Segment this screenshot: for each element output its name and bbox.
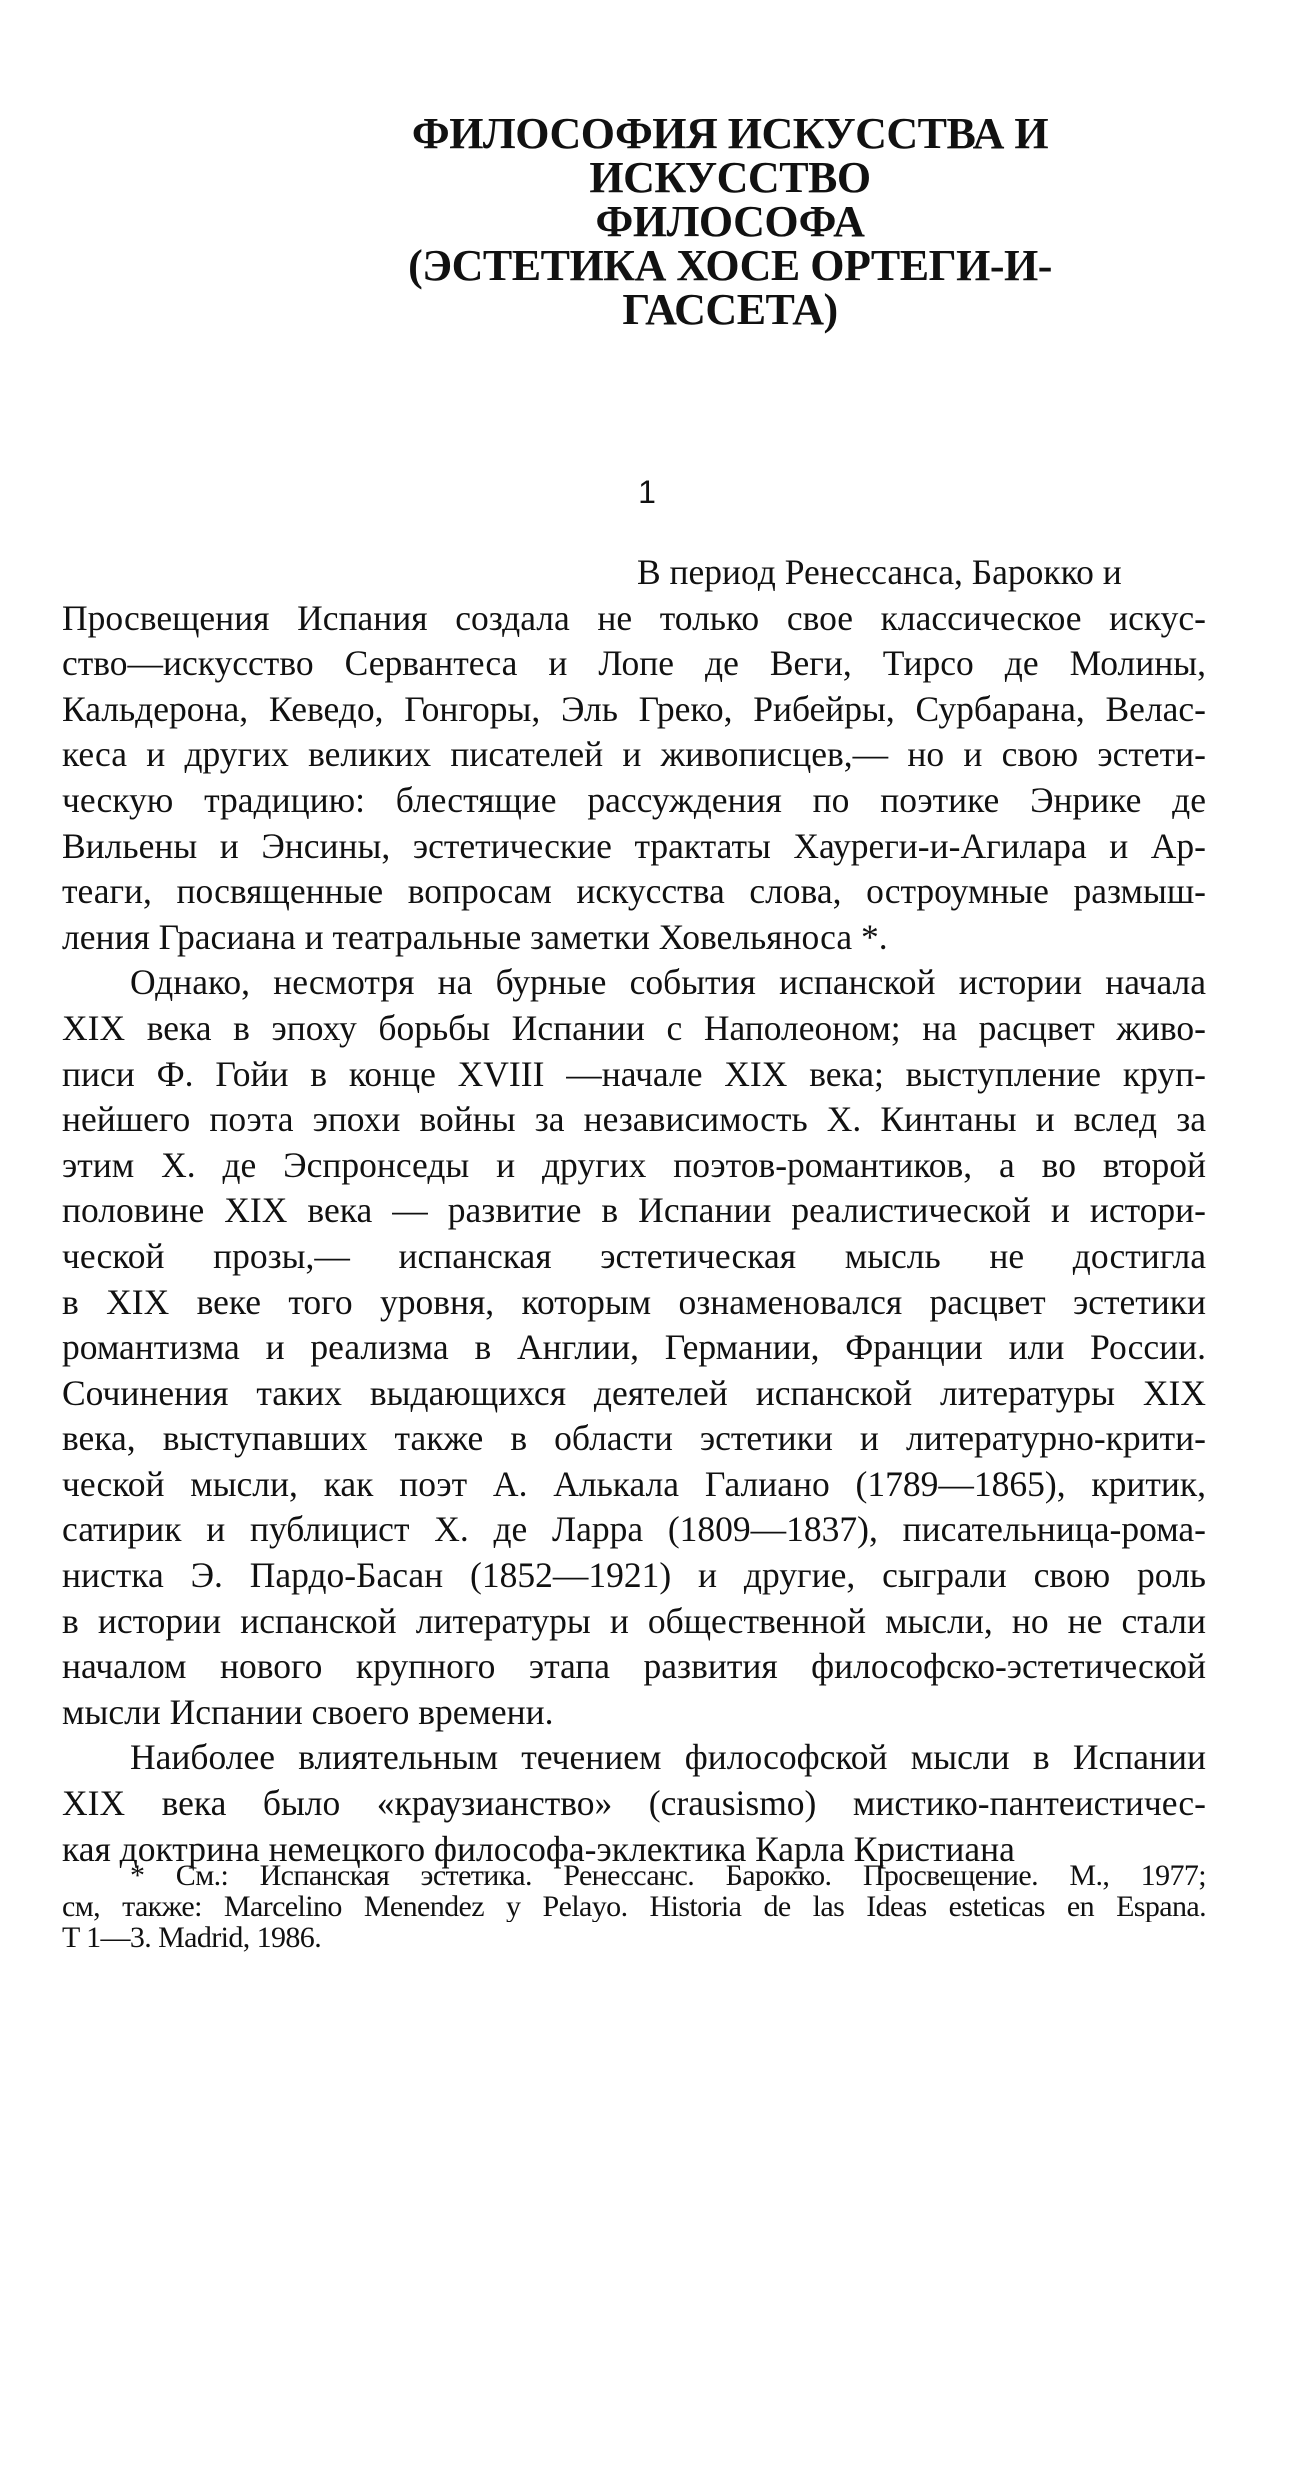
paragraph-line: Сочинения таких выдающихся деятелей испанской литературы XIX	[62, 1372, 1206, 1413]
paragraph-line: Вильены и Энсины, эстетические трактаты Хауреги-и-Агилара и Ар-	[62, 825, 1206, 866]
paragraph-line: Просвещения Испания создала не только свое классическое искус-	[62, 597, 1206, 638]
paragraph-line: XIX века в эпоху борьбы Испании с Наполеоном; на расцвет живо-	[62, 1007, 1206, 1048]
chapter-title-line: ФИЛОСОФИЯ ИСКУССТВА И	[411, 109, 1049, 158]
chapter-title-line: ИСКУССТВО	[589, 153, 871, 202]
footnote-line: T 1—3. Madrid, 1986.	[62, 1922, 322, 1953]
paragraph-line: в XIX веке того уровня, которым ознаменовался расцвет эстетики	[62, 1281, 1206, 1322]
paragraph-line: ческой прозы,— испанская эстетическая мысль не достигла	[62, 1235, 1206, 1276]
paragraph-line: Кальдерона, Кеведо, Гонгоры, Эль Греко, Рибейры, Сурбарана, Велас-	[62, 688, 1206, 729]
section-number: 1	[638, 474, 656, 510]
paragraph-line: кеса и других великих писателей и живописцев,— но и свою эстети-	[62, 734, 1206, 775]
paragraph-line: Однако, несмотря на бурные события испанской истории начала	[130, 962, 1206, 1003]
chapter-title-line: (ЭСТЕТИКА ХОСЕ ОРТЕГИ-И-	[408, 241, 1052, 290]
paragraph-line: XIX века было «краузианство» (crausismo) мистико-пантеистичес-	[62, 1783, 1206, 1824]
chapter-title	[330, 109, 1130, 334]
paragraph-line: ческой мысли, как поэт А. Алькала Галиано (1789—1865), критик,	[62, 1463, 1206, 1504]
body-text	[62, 550, 1206, 1872]
paragraph-line: ство—искусство Сервантеса и Лопе де Веги, Тирсо де Молины,	[62, 643, 1206, 684]
paragraph-line: нистка Э. Пардо-Басан (1852—1921) и другие, сыграли свою роль	[62, 1555, 1206, 1596]
paragraph-line: ческую традицию: блестящие рассуждения по поэтике Энрике де	[62, 779, 1206, 820]
footnote	[62, 1860, 1206, 1953]
paragraph-line: этим X. де Эспронседы и других поэтов-романтиков, а во второй	[62, 1144, 1206, 1185]
chapter-title-line: ГАССЕТА)	[622, 285, 838, 334]
paragraph-line: началом нового крупного этапа развития философско-эстетической	[62, 1646, 1206, 1687]
paragraph-line: писи Ф. Гойи в конце XVIII —начале XIX века; выступление круп-	[62, 1053, 1206, 1094]
paragraph-line: века, выступавших также в области эстетики и литературно-крити-	[62, 1418, 1206, 1459]
chapter-title-line: ФИЛОСОФА	[595, 197, 865, 246]
footnote-line: * См.: Испанская эстетика. Ренессанс. Барокко. Просвещение. М., 1977;	[130, 1860, 1206, 1891]
paragraph-line: романтизма и реализма в Англии, Германии, Франции или России.	[62, 1327, 1206, 1368]
paragraph-line: половине XIX века — развитие в Испании реалистической и истори-	[62, 1190, 1206, 1231]
paragraph-line: сатирик и публицист X. де Ларра (1809—1837), писательница-рома-	[62, 1509, 1206, 1550]
footnote-line: см, также: Marcelino Menendez у Pelayo. Historia de las Ideas esteticas en Espana.	[62, 1891, 1206, 1922]
paragraph-line: в истории испанской литературы и общественной мысли, но не стали	[62, 1600, 1206, 1641]
paragraph-line: Наиболее влиятельным течением философской мысли в Испании	[130, 1737, 1206, 1778]
paragraph-line: теаги, посвященные вопросам искусства слова, остроумные размыш-	[62, 871, 1206, 912]
paragraph-line: кая доктрина немецкого философа-эклектика Карла Кристиана	[62, 1828, 1015, 1869]
paragraph-line: мысли Испании своего времени.	[62, 1691, 554, 1732]
paragraph-line: нейшего поэта эпохи войны за независимость X. Кинтаны и вслед за	[62, 1099, 1206, 1140]
paragraph-line: В период Ренессанса, Барокко и	[637, 552, 1122, 592]
paragraph-line: ления Грасиана и театральные заметки Ховельяноса *.	[62, 916, 888, 957]
